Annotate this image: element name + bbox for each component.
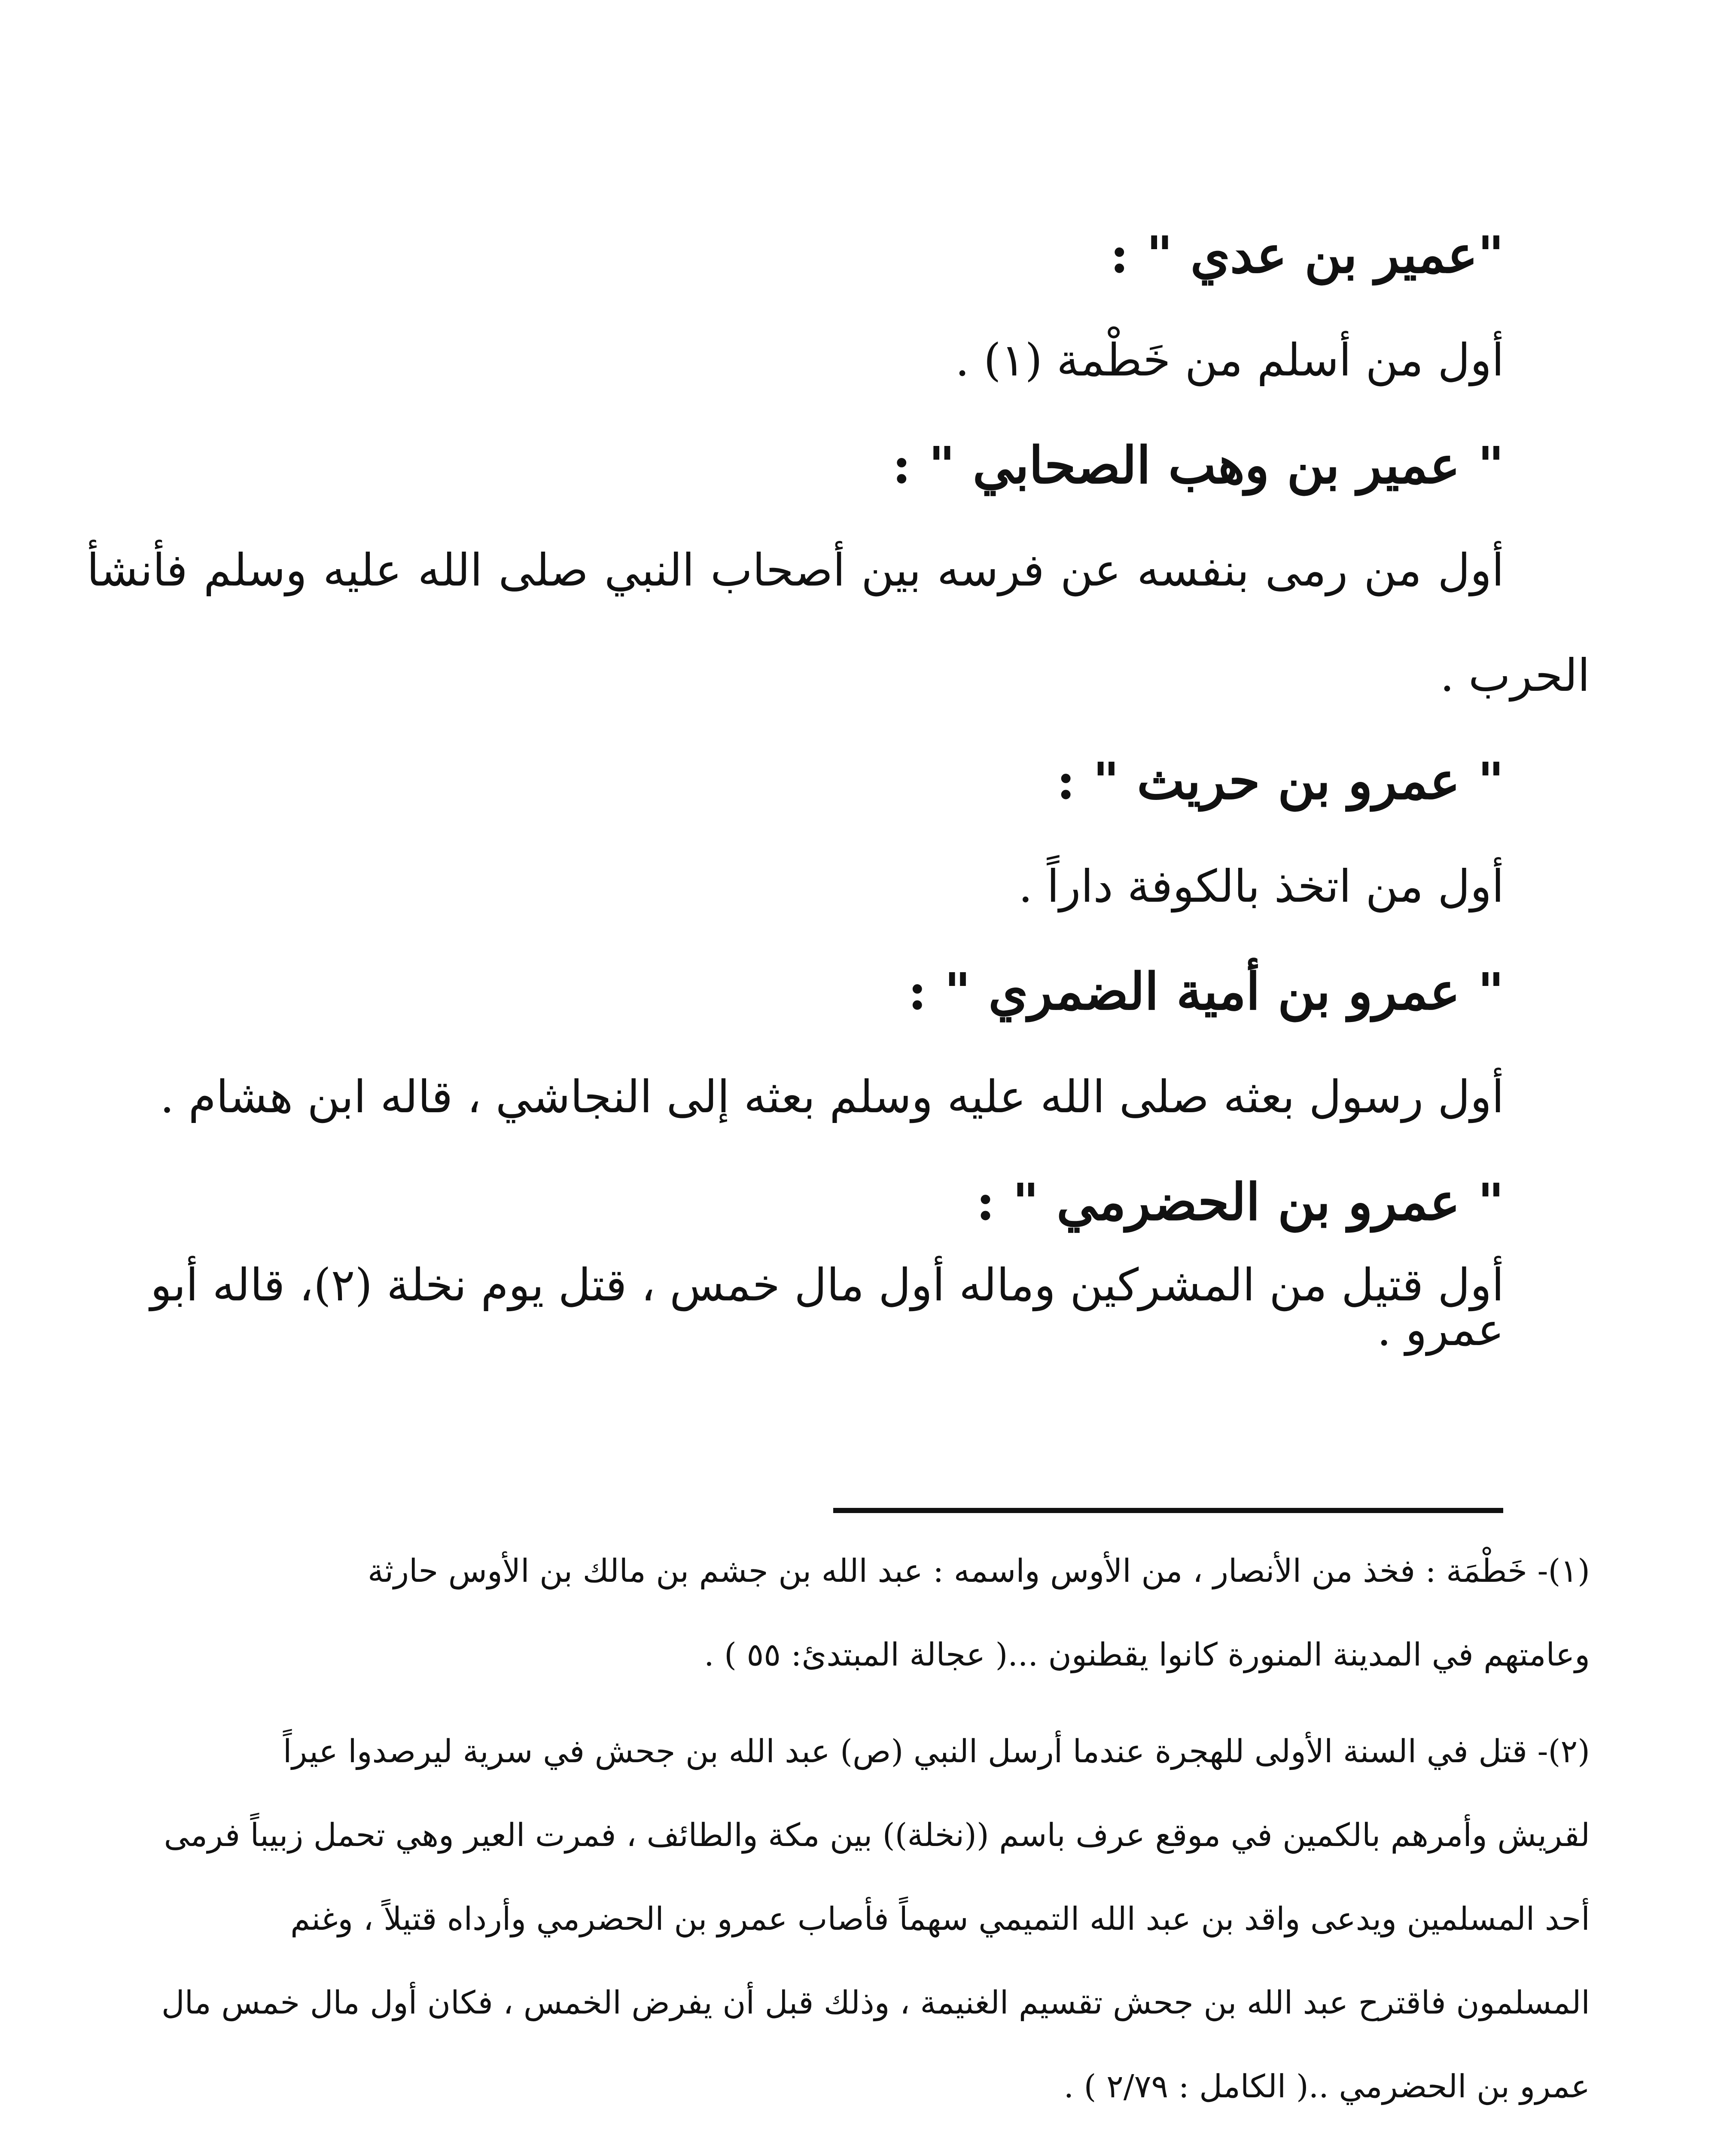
entry-body: أول رسول بعثه صلى الله عليه وسلم بعثه إلى النجاشي ، قاله ابن هشام . (160, 1070, 1504, 1123)
footnote-line: عمرو بن الحضرمي ..( الكامل : ٢/٧٩ ) . (1063, 2068, 1590, 2105)
entry-heading: " عمرو بن أمية الضمري " : (908, 961, 1504, 1021)
entry-heading: " عمير بن وهب الصحابي " : (892, 435, 1504, 495)
entry-body: أول من اتخذ بالكوفة داراً . (1018, 860, 1504, 912)
entry-body-line: أول من رمى بنفسه عن فرسه بين أصحاب النبي صلى الله عليه وسلم فأنشأ (87, 544, 1504, 596)
entry-heading: " عمرو بن حريث " : (1056, 751, 1504, 811)
entry-body-line: الحرب . (1440, 649, 1590, 702)
footnote-separator (833, 1508, 1503, 1513)
entry-heading: "عمير بن عدي " : (1110, 224, 1504, 284)
entry-body (87, 518, 1590, 728)
entry-heading: " عمرو بن الحضرمي " : (976, 1172, 1504, 1232)
footnote-gap (130, 1697, 1590, 1710)
footnote-line: (٢)- قتل في السنة الأولى للهجرة عندما أرسل النبي (ص) عبد الله بن جحش في سرية ليرصدوا عيراً (283, 1733, 1590, 1770)
footnote-line: المسلمون فاقترح عبد الله بن جحش تقسيم الغنيمة ، وذلك قبل أن يفرض الخمس ، فكان أول مال خمس مال (161, 1984, 1590, 2021)
footnote-line: وعامتهم في المدينة المنورة كانوا يقطنون ...( عجالة المبتدئ: ٥٥ ) . (704, 1636, 1590, 1673)
main-text (87, 202, 1590, 1360)
entry-body: أول من أسلم من خَطْمة (١) . (955, 333, 1504, 386)
footnote-line: لقريش وأمرهم بالكمين في موقع عرف باسم ((نخلة)) بين مكة والطائف ، فمرت العير وهي تحمل زبيباً فرمى (164, 1817, 1590, 1854)
footnote-line: أحد المسلمين ويدعى واقد بن عبد الله التميمي سهماً فأصاب عمرو بن الحضرمي وأرداه قتيلاً ، وغنم (290, 1901, 1590, 1937)
footnotes (130, 1529, 1590, 2129)
footnote-line: (١)- خَطْمَة : فخذ من الأنصار ، من الأوس واسمه : عبد الله بن جشم بن مالك بن الأوس حارثة (367, 1553, 1590, 1590)
entry-body: أول قتيل من المشركين وماله أول مال خمس ، قتل يوم نخلة (٢)، قاله أبو عمرو . (150, 1258, 1504, 1356)
